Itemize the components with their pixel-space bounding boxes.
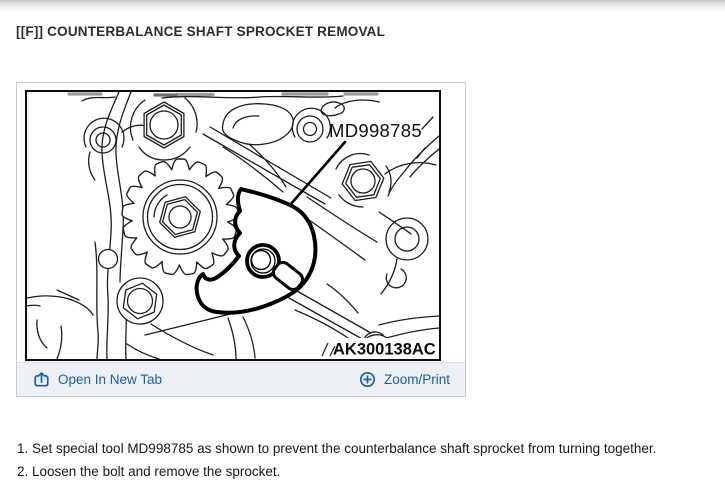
zoom-print-link[interactable] <box>359 371 450 388</box>
figure-card <box>16 82 466 397</box>
figure-id-label: AK300138AC <box>333 340 436 359</box>
figure-link-bar <box>17 362 465 396</box>
page-title: [[F]] COUNTERBALANCE SHAFT SPROCKET REMOVAL <box>16 24 386 39</box>
box-arrow-up-icon <box>33 371 50 388</box>
figure-image <box>25 90 441 361</box>
circle-plus-icon <box>359 371 376 388</box>
open-in-new-tab-link[interactable] <box>33 371 162 388</box>
open-in-new-tab-label: Open In New Tab <box>58 372 163 387</box>
tool-label: MD998785 <box>329 120 422 141</box>
zoom-print-label: Zoom/Print <box>383 372 450 387</box>
instruction-steps <box>17 437 717 483</box>
top-shadow <box>0 0 725 12</box>
step-1: 1. Set special tool MD998785 as shown to prevent the counterbalance shaft sprocket from turning together. <box>17 441 657 456</box>
step-2: 2. Loosen the bolt and remove the sprocket. <box>17 464 281 479</box>
figure-id-group <box>322 338 437 359</box>
